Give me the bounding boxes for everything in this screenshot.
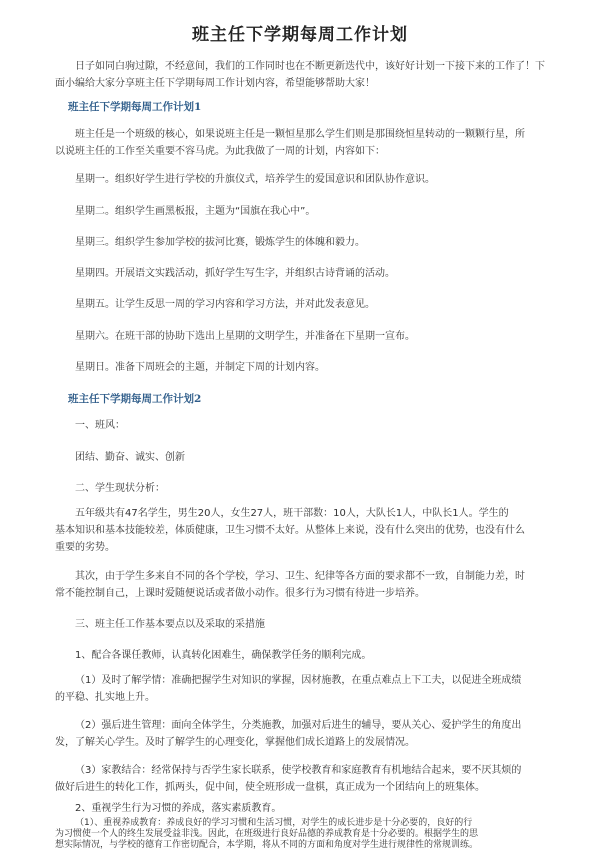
- paragraph-line: 五年级共有47名学生，男生20人，女生27人，班干部数：10人，大队长1人，中队长1人。学生的: [75, 508, 509, 519]
- paragraph-line: 发，了解关心学生。及时了解学生的心理变化，掌握他们成长道路上的发展情况。: [55, 737, 415, 748]
- plan2-section3-sub4: [55, 818, 478, 851]
- paragraph-line: （3）家教结合：经常保持与否学生家长联系，使学校教育和家庭教育有机地结合起来，要不厌其烦的: [75, 765, 522, 776]
- paragraph-line: 重要的劣势。: [55, 542, 115, 553]
- intro-line: 日子如同白驹过隙，不经意间，我们的工作同时也在不断更新迭代中，该好好计划一下接下来的工作了！下: [75, 61, 545, 72]
- paragraph-line: 其次，由于学生多来自不同的各个学校，学习、卫生、纪律等各方面的要求都不一致，自制能力差，时: [75, 571, 525, 582]
- document-title: 班主任下学期每周工作计划: [192, 25, 408, 45]
- paragraph-line: 想实际情况，与学校的德育工作密切配合，本学期，将从不同的方面和角度对学生进行规律性的常规训练。: [55, 840, 479, 850]
- plan1-day-saturday: 星期六。在班干部的协助下选出上星期的文明学生，并准备在下星期一宣布。: [75, 331, 415, 342]
- plan2-section3-sub2: [55, 717, 521, 751]
- plan1-day-monday: 星期一。组织好学生进行学校的升旗仪式，培养学生的爱国意识和团队协作意识。: [75, 174, 435, 185]
- plan1-heading: 班主任下学期每周工作计划1: [68, 101, 202, 113]
- paragraph-line: 基本知识和基本技能较差，体质健康，卫生习惯不太好。从整体上来说，没有什么突出的优势，也没有什么: [55, 525, 525, 536]
- plan1-lead: [55, 126, 525, 160]
- paragraph-line: 做好后进生的转化工作，抓两头，促中间，使全班形成一盘棋，真正成为一个团结向上的班集体。: [55, 782, 485, 793]
- paragraph-line: （1）、重视养成教育：养成良好的学习习惯和生活习惯，对学生的成长进步是十分必要的，良好的行: [75, 818, 473, 828]
- plan2-section3-title: 三、班主任工作基本要点以及采取的采措施: [75, 619, 265, 630]
- plan2-section1-title: 一、班风：: [75, 420, 125, 431]
- intro-paragraph: [55, 58, 545, 92]
- plan2-section3-sub3: [55, 762, 521, 796]
- plan2-section3-item2: 2、重视学生行为习惯的养成，落实素质教育。: [75, 803, 282, 814]
- paragraph-line: 为习惯使一个人的终生发展受益非浅。因此，在班级进行良好品德的养成教育是十分必要的。根据学生的思: [55, 829, 479, 839]
- plan2-section3-item1: 1、配合各课任教师，认真转化困难生，确保教学任务的顺利完成。: [75, 650, 372, 661]
- paragraph-line: （1）及时了解学情：准确把握学生对知识的掌握，因材施教，在重点难点上下工夫，以促进全班成绩: [75, 675, 522, 686]
- plan2-heading: 班主任下学期每周工作计划2: [68, 393, 202, 405]
- paragraph-line: 的平稳、扎实地上升。: [55, 692, 155, 703]
- plan2-section2-title: 二、学生现状分析：: [75, 483, 165, 494]
- plan1-day-wednesday: 星期三。组织学生参加学校的拔河比赛，锻炼学生的体魄和毅力。: [75, 237, 365, 248]
- plan1-day-sunday: 星期日。准备下周班会的主题，并制定下周的计划内容。: [75, 362, 325, 373]
- plan2-section3-sub1: [55, 672, 521, 706]
- plan1-lead-line: 班主任是一个班级的核心，如果说班主任是一颗恒星那么学生们则是那围绕恒星转动的一颗颗行星，所: [75, 129, 525, 140]
- plan1-day-tuesday: 星期二。组织学生画黑板报，主题为“国旗在我心中”。: [75, 206, 316, 217]
- paragraph-line: （2）强后进生管理：面向全体学生，分类施教，加强对后进生的辅导，要从关心、爱护学生的角度出: [75, 720, 522, 731]
- plan1-day-thursday: 星期四。开展语文实践活动，抓好学生写生字，并组织古诗背诵的活动。: [75, 268, 395, 279]
- intro-line: 面小编给大家分享班主任下学期每周工作计划内容，希望能够帮助大家！: [55, 78, 375, 89]
- plan1-day-friday: 星期五。让学生反思一周的学习内容和学习方法，并对此发表意见。: [75, 299, 375, 310]
- paragraph-line: 常不能控制自己，上课时爱随便说话或者做小动作。很多行为习惯有待进一步培养。: [55, 588, 425, 599]
- plan1-lead-line: 以说班主任的工作至关重要不容马虎。为此我做了一周的计划，内容如下：: [55, 146, 385, 157]
- plan2-section1-body: 团结、勤奋、诚实、创新: [75, 452, 185, 463]
- plan2-section2-paragraph1: [55, 505, 525, 556]
- plan2-section2-paragraph2: [55, 568, 525, 602]
